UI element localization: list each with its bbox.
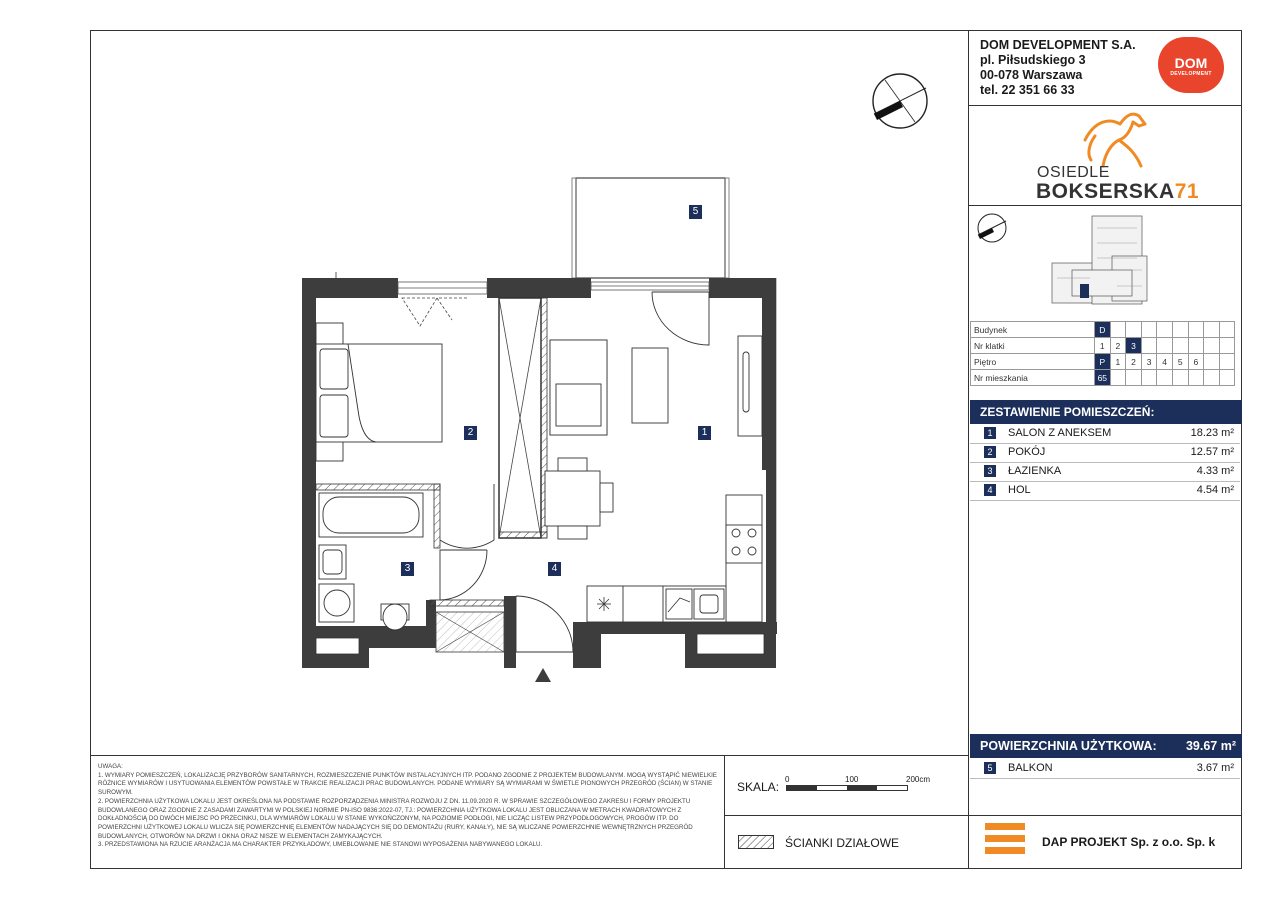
notes (98, 763, 718, 850)
grid-row-building (971, 322, 1235, 338)
grid-cell (1188, 322, 1204, 338)
grid-cell (1204, 354, 1220, 370)
grid-cell: 3 (1126, 338, 1142, 354)
company-info (980, 38, 1136, 98)
room-area: 4.33 m² (1196, 465, 1234, 477)
grid-cell: 2 (1126, 354, 1142, 370)
grid-label: Piętro (971, 354, 1095, 370)
grid-cell (1219, 322, 1235, 338)
balcony (572, 178, 729, 278)
grid-cell: 2 (1110, 338, 1126, 354)
grid-cell (1188, 338, 1204, 354)
project-line2: BOKSERSKA (1036, 180, 1175, 203)
grid-cell (1172, 338, 1188, 354)
grid-cell (1219, 370, 1235, 386)
grid-cell (1219, 338, 1235, 354)
room-name: SALON Z ANEKSEM (1008, 427, 1112, 439)
fridge-icon (597, 597, 611, 611)
company-name: DOM DEVELOPMENT S.A. (980, 38, 1136, 52)
grid-label: Nr mieszkania (971, 370, 1095, 386)
grid-cell (1204, 322, 1220, 338)
project-name (1036, 180, 1199, 204)
scale-tick-100: 100 (845, 775, 859, 784)
grid-cell: 4 (1157, 354, 1173, 370)
grid-row-apartment (971, 370, 1235, 386)
room-number: 5 (984, 762, 996, 774)
grid-cell (1188, 370, 1204, 386)
grid-cell (1172, 322, 1188, 338)
rooms-header (970, 400, 1242, 424)
room-name: HOL (1008, 484, 1031, 496)
grid-cell (1157, 370, 1173, 386)
grid-cell (1172, 370, 1188, 386)
room-number: 2 (984, 446, 996, 458)
partition-legend-icon (738, 835, 774, 849)
company-phone: tel. 22 351 66 33 (980, 83, 1075, 97)
room-name: ŁAZIENKA (1008, 465, 1062, 477)
usable-area-bar (970, 734, 1242, 758)
room-number: 3 (984, 465, 996, 477)
grid-cell (1110, 322, 1126, 338)
divider (724, 755, 725, 869)
grid-cell: 1 (1110, 354, 1126, 370)
room-row (970, 424, 1240, 444)
room-name: POKÓJ (1008, 446, 1046, 458)
grid-cell (1157, 338, 1173, 354)
room-row (970, 481, 1240, 501)
grid-cell (1126, 370, 1142, 386)
grid-cell: P (1095, 354, 1111, 370)
room-name: BALKON (1008, 762, 1053, 774)
logo-text: DOM (1174, 55, 1208, 71)
logo-subtext: DEVELOPMENT (1170, 71, 1212, 77)
apartment-info-grid (970, 321, 1235, 386)
scale-tick-0: 0 (785, 775, 790, 784)
room-area: 3.67 m² (1196, 762, 1234, 774)
note-item: 3. PRZEDSTAWIONA NA RZUCIE ARANŻACJA MA CHARAKTER PRZYKŁADOWY, UMEBLOWANIE NIE STANOWI WYPOSAŻENIA NABYWANEGO LOKALU. (98, 841, 543, 849)
legend-label: ŚCIANKI DZIAŁOWE (785, 836, 900, 850)
grid-cell: D (1095, 322, 1111, 338)
room-area: 4.54 m² (1196, 484, 1234, 496)
grid-cell: 3 (1141, 354, 1157, 370)
grid-cell (1219, 354, 1235, 370)
horse-icon (1075, 110, 1155, 172)
note-item: 1. WYMIARY POMIESZCZEŃ, LOKALIZACJĘ PRZYBORÓW SANITARNYCH, ROZMIESZCZENIE PUNKTÓW INSTALACYJNYCH ITP. PODANO ZGODNIE Z PROJEKTEM BUDOWLANYM. MOGĄ WYSTĄPIĆ NIEWIELKIE RÓŻNICE WYMIARÓW I USYTUOWANIA ELEMENTÓW POWSTAŁE W TRAKCIE REALIZACJI PRAC BUDOWLANYCH. PODANE WYMIARY SĄ WYMIARAMI W ŚWIETLE PIONOWYCH PRZEGRÓD (ŚCIAN) W STANIE SUROWYM. (98, 771, 717, 797)
balcony-row (970, 759, 1240, 779)
grid-label: Nr klatki (971, 338, 1095, 354)
grid-row-floor (971, 354, 1235, 370)
room-number: 4 (984, 484, 996, 496)
entrance-arrow-icon (535, 668, 551, 682)
grid-cell: 65 (1095, 370, 1111, 386)
dap-logo-icon (985, 823, 1025, 854)
note-item: 2. POWIERZCHNIA UŻYTKOWA LOKALU JEST OKREŚLONA NA PODSTAWIE ROZPORZĄDZENIA MINISTRA ROZWOJU Z DN. 11.09.2020 R. W SPRAWIE SZCZEGÓŁOWEGO ZAKRESU I FORMY PROJEKTU BUDOWLANEGO ORAZ ZGODNIE Z ZASADAMI ZAWARTYMI W POLSKIEJ NORMIE PN-ISO 9836:2022-07, TJ.: POWIERZCHNIA UŻYTKOWA LOKALU JEST OBLICZANA W METRACH KWADRATOWYCH Z DOKŁADNOŚCIĄ DO DWÓCH MIEJSC PO PRZECINKU, DLA WYMIARÓW LOKALU W STANIE WYKOŃCZONYM, NA POZIOMIE PODŁOGI, NIE LICZĄC LISTEW PRZYPODŁOGOWYCH, PROGÓW ITP. DO POWIERZCHNI UŻYTKOWEJ LOKALU WLICZA SIĘ POWIERZCHNIĘ ELEMENTÓW NADAJĄCYCH SIĘ DO DEMONTAŻU (RURY, KANAŁY), NIE SĄ WLICZANE POWIERZCHNIE WEWNĘTRZNYCH PRZEGRÓD BUDOWLANYCH, OTWORÓW NA DRZWI I OKNA ORAZ NISZE W ELEMENTACH ZAMYKAJĄCYCH. (98, 797, 693, 840)
company-street: pl. Piłsudskiego 3 (980, 53, 1086, 67)
usable-area-label: POWIERZCHNIA UŻYTKOWA: (980, 739, 1157, 753)
room-label-1: 1 (698, 426, 711, 440)
scale-label: SKALA: (737, 780, 780, 794)
project-number: 71 (1174, 180, 1200, 203)
notes-title: UWAGA: (98, 763, 123, 770)
room-area: 12.57 m² (1190, 446, 1234, 458)
grid-cell: 6 (1188, 354, 1204, 370)
grid-cell (1204, 370, 1220, 386)
divider (90, 755, 968, 756)
grid-cell (1141, 338, 1157, 354)
grid-cell (1110, 370, 1126, 386)
divider (968, 205, 1242, 206)
designer-name: DAP PROJEKT Sp. z o.o. Sp. k (1042, 835, 1216, 849)
company-city: 00-078 Warszawa (980, 68, 1083, 82)
bed (316, 323, 442, 461)
room-number: 1 (984, 427, 996, 439)
grid-label: Budynek (971, 322, 1095, 338)
divider (968, 815, 1242, 816)
compass-icon (873, 74, 927, 128)
scale-bar (786, 785, 908, 791)
grid-cell (1141, 322, 1157, 338)
divider (724, 815, 968, 816)
small-compass-icon (978, 214, 1006, 242)
grid-row-staircase (971, 338, 1235, 354)
project-line1: OSIEDLE (1037, 164, 1110, 181)
usable-area-value: 39.67 m² (1185, 739, 1236, 753)
rooms-header-label: ZESTAWIENIE POMIESZCZEŃ: (980, 405, 1155, 419)
grid-cell: 5 (1172, 354, 1188, 370)
kitchen (587, 495, 762, 622)
key-plan (972, 208, 1240, 318)
grid-cell (1204, 338, 1220, 354)
room-label-3: 3 (401, 562, 414, 576)
scale-tick-200: 200cm (906, 775, 931, 784)
grid-cell: 1 (1095, 338, 1111, 354)
grid-cell (1141, 370, 1157, 386)
dom-logo-icon (1158, 37, 1224, 93)
room-row (970, 462, 1240, 482)
grid-cell (1157, 322, 1173, 338)
divider (968, 105, 1242, 106)
grid-cell (1126, 322, 1142, 338)
room-row (970, 443, 1240, 463)
room-label-2: 2 (464, 426, 477, 440)
room-area: 18.23 m² (1190, 427, 1234, 439)
room-label-5: 5 (689, 205, 702, 219)
room-label-4: 4 (548, 562, 561, 576)
